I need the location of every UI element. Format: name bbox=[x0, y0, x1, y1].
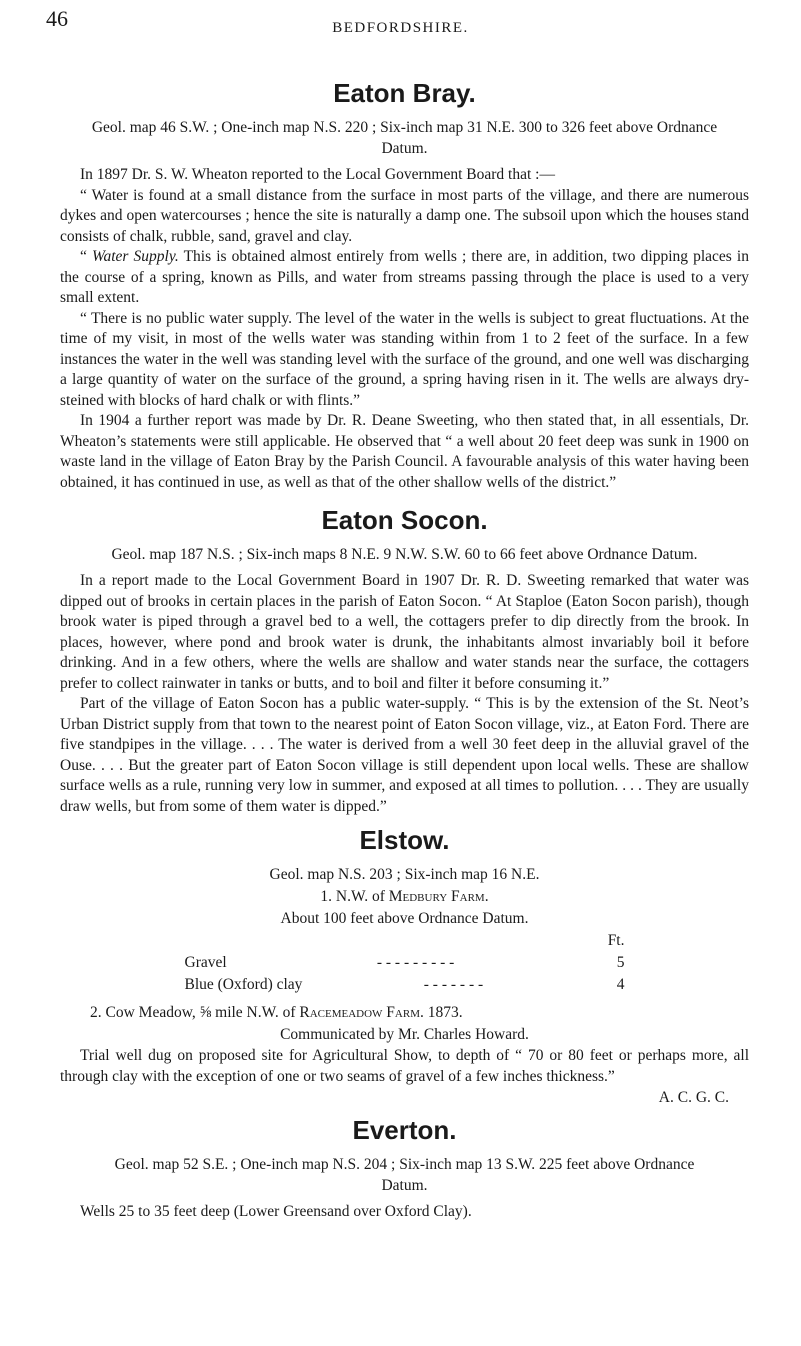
stratum-depth: 4 bbox=[616, 976, 625, 993]
section-title: Eaton Socon. bbox=[321, 505, 488, 535]
section-eaton-socon bbox=[60, 505, 749, 817]
paragraph: Part of the village of Eaton Socon has a public water-supply. “ This is by the extension of the St. Neot’s Urban District supply from that town to the nearest point of Eaton Socon village, viz., at Eaton Ford. There are five standpipes in the village. . . . The water is derived from a well 30 feet deep in the alluvial gravel of the Ouse. . . . But the greater part of Eaton Socon village is still dependent upon local wells. These are shallow surface wells as a rule, running very low in summer, and exposed at all times to pollution. . . . They are usually draw wells, but from some of them water is dipped.” bbox=[60, 695, 749, 815]
paragraph: “ There is no public water supply. The level of the water in the wells is subject to great fluctuations. At the time of my visit, in most of the wells water was standing within from 1 to 2 feet of the surface. In a few instances the water in the well was standing level with the surface of the ground, and one well was discharging a large quantity of water on the surface of the ground, a spring having risen in it. The wells are always dry-steined with blocks of hard chalk or with flints.” bbox=[60, 309, 749, 409]
stratum-depth: 5 bbox=[616, 954, 625, 971]
well-heading bbox=[60, 1002, 749, 1024]
map-reference: Geol. map 46 S.W. ; One-inch map N.S. 220 ; Six-inch map 31 N.E. 300 to 326 feet above Ordnance Datum. bbox=[91, 119, 718, 157]
page-number: 46 bbox=[46, 6, 68, 31]
paragraph: In 1904 a further report was made by Dr. R. Deane Sweeting, who then stated that, in all essentials, Dr. Wheaton’s statements were still applicable. He observed that “ a well about 20 feet deep was sunk in 1900 on waste land in the village of Eaton Bray by the Parish Council. A favourable analysis of this water having been obtained, it has continued in use, as well as that of the other shallow wells of the district.” bbox=[60, 412, 749, 491]
paragraph: Trial well dug on proposed site for Agricultural Show, to depth of “ 70 or 80 feet or perhaps more, all through clay with the exception of one or two seams of gravel of a few inches thickness.” bbox=[60, 1047, 749, 1085]
strata-unit: Ft. bbox=[607, 932, 625, 949]
strata-row bbox=[185, 952, 625, 974]
communicated-by: Communicated by Mr. Charles Howard. bbox=[280, 1026, 529, 1043]
paragraph: “ Water Supply. This is obtained almost entirely from wells ; there are, in addition, two dipping places in the course of a spring, known as Pills, and water from streams passing through the place is used to a very small extent. bbox=[60, 248, 749, 306]
section-eaton-bray bbox=[60, 78, 749, 493]
map-reference: Geol. map 187 N.S. ; Six-inch maps 8 N.E. 9 N.W. S.W. 60 to 66 feet above Ordnance Datum. bbox=[111, 546, 698, 563]
well-number: 2. Cow Meadow, ⅝ mile N.W. of bbox=[90, 1004, 300, 1021]
section-elstow bbox=[60, 825, 749, 1109]
well-number: 1. N.W. of bbox=[320, 888, 389, 905]
strata-table bbox=[185, 930, 625, 996]
page-content bbox=[60, 78, 749, 1223]
paragraph: In 1897 Dr. S. W. Wheaton reported to the Local Government Board that :— bbox=[80, 166, 555, 183]
section-title: Elstow. bbox=[359, 825, 450, 855]
running-head: BEDFORDSHIRE. bbox=[332, 20, 469, 36]
map-reference: Geol. map 52 S.E. ; One-inch map N.S. 204 ; Six-inch map 13 S.W. 225 feet above Ordnance Datum. bbox=[114, 1156, 695, 1194]
paragraph: “ Water is found at a small distance from the surface in most parts of the village, and there are numerous dykes and open watercourses ; hence the site is naturally a damp one. The subsoil upon which the houses stand consists of chalk, rubble, sand, gravel and clay. bbox=[60, 186, 749, 245]
punctuation: . bbox=[484, 888, 489, 905]
map-reference: Geol. map N.S. 203 ; Six-inch map 16 N.E. bbox=[269, 866, 540, 883]
place-name: Medbury Farm bbox=[388, 888, 485, 905]
leader-dots: - - - - - - - - - bbox=[376, 954, 455, 971]
section-everton bbox=[60, 1115, 749, 1223]
paragraph: In a report made to the Local Government Board in 1907 Dr. R. D. Sweeting remarked that water was dipped out of brooks in certain places in the parish of Eaton Socon. “ At Staploe (Eaton Socon parish), though brook water is piped through a gravel bed to a well, the cottagers prefer to dip directly from the brook. In places, however, where pond and brook water is drunk, the inhabitants almost invariably boil it before drinking. And in a few others, where the wells are shallow and water stands near the surface, the cottagers prefer to collect rainwater in tanks or butts, and to boil and filter it before consuming it.” bbox=[60, 572, 749, 692]
well-date: . 1873. bbox=[419, 1004, 463, 1021]
leader-dots: - - - - - - - bbox=[423, 976, 484, 993]
place-name: Racemeadow Farm bbox=[299, 1004, 420, 1021]
strata-row bbox=[185, 974, 625, 996]
section-title: Eaton Bray. bbox=[333, 78, 476, 108]
italic-heading: Water Supply. bbox=[91, 248, 179, 265]
well-heading bbox=[60, 886, 749, 908]
section-title: Everton. bbox=[352, 1115, 457, 1145]
stratum-name: Gravel bbox=[184, 954, 227, 971]
signature: A. C. G. C. bbox=[658, 1089, 729, 1106]
paragraph-text: This is obtained almost entirely from wells ; there are, in addition, two dipping places in the course of a spring, known as Pills, and water from streams passing through the place is used to a very small extent. bbox=[60, 248, 749, 306]
well-height: About 100 feet above Ordnance Datum. bbox=[280, 910, 529, 927]
paragraph: Wells 25 to 35 feet deep (Lower Greensand over Oxford Clay). bbox=[80, 1203, 472, 1220]
stratum-name: Blue (Oxford) clay bbox=[184, 976, 303, 993]
